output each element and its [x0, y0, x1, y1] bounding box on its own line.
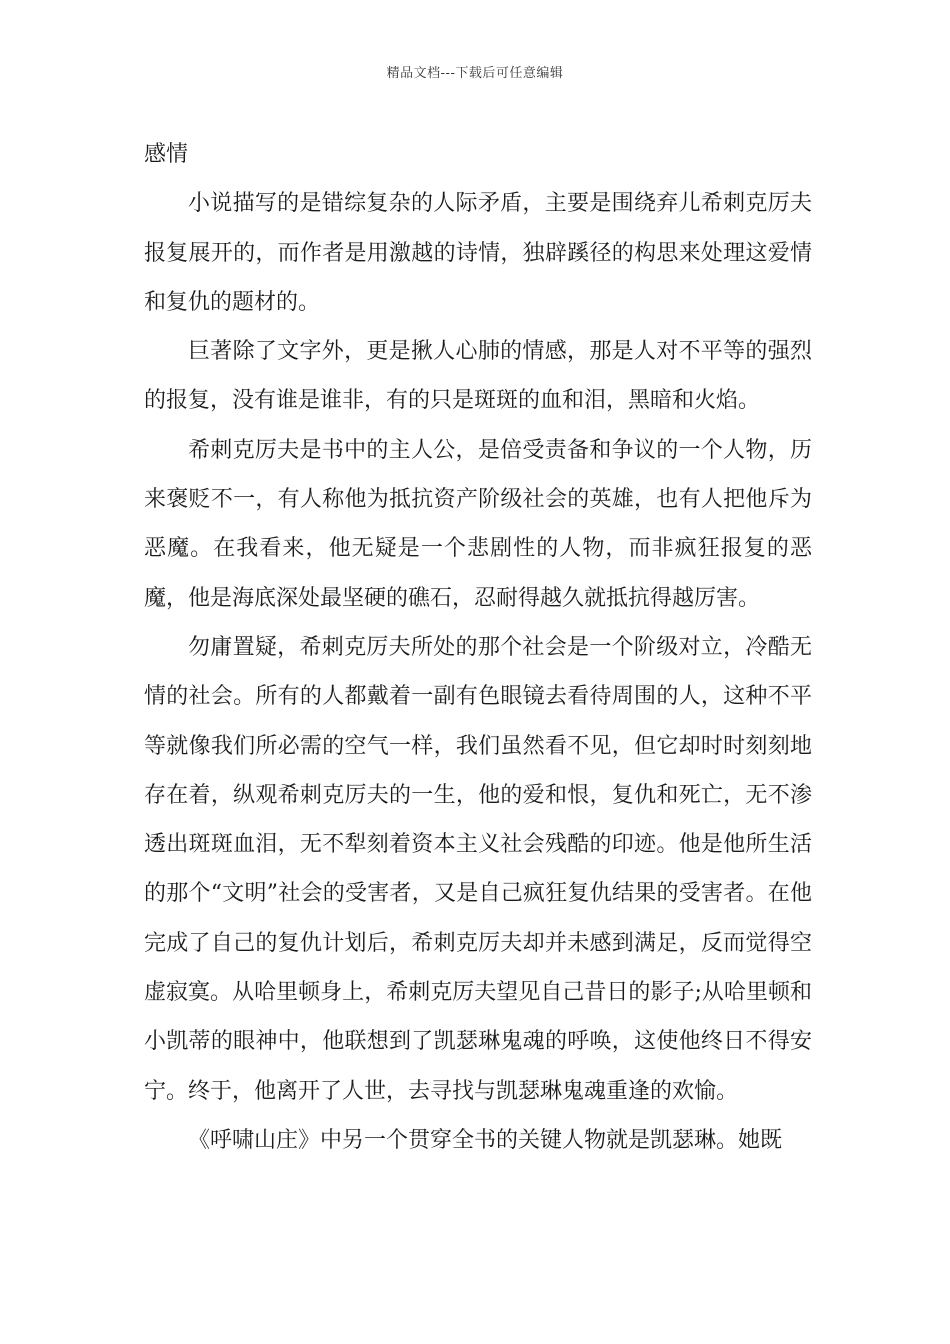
paragraph: 勿庸置疑，希刺克厉夫所处的那个社会是一个阶级对立，冷酷无情的社会。所有的人都戴着一副有色眼镜去看待周围的人，这种不平等就像我们所必需的空气一样，我们虽然看不见，但它却时时刻刻地存在着，纵观希刺克厉夫的一生，他的爱和恨，复仇和死亡，无不渗透出斑斑血泪，无不犁刻着资本主义社会残酷的印迹。他是他所生活的那个“文明”社会的受害者，又是自己疯狂复仇结果的受害者。在他完成了自己的复仇计划后，希刺克厉夫却并未感到满足，反而觉得空虚寂寞。从哈里顿身上，希刺克厉夫望见自己昔日的影子;从哈里顿和小凯蒂的眼神中，他联想到了凯瑟琳鬼魂的呼唤，这使他终日不得安宁。终于，他离开了人世，去寻找与凯瑟琳鬼魂重逢的欢愉。: [144, 634, 812, 1104]
paragraph: 希刺克厉夫是书中的主人公，是倍受责备和争议的一个人物，历来褒贬不一，有人称他为抵抗资产阶级社会的英雄，也有人把他斥为恶魔。在我看来，他无疑是一个悲剧性的人物，而非疯狂报复的恶魔，他是海底深处最坚硬的礁石，忍耐得越久就抵抗得越厉害。: [144, 437, 812, 611]
paragraph: 巨著除了文字外，更是揪人心肺的情感，那是人对不平等的强烈的报复，没有谁是谁非，有的只是斑斑的血和泪，黑暗和火焰。: [144, 339, 812, 414]
page-header: 精品文档---下载后可任意编辑: [386, 66, 564, 81]
paragraph: 小说描写的是错综复杂的人际矛盾，主要是围绕弃儿希刺克厉夫报复展开的，而作者是用激越的诗情，独辟蹊径的构思来处理这爱情和复仇的题材的。: [144, 191, 812, 315]
paragraph: 《呼啸山庄》中另一个贯穿全书的关键人物就是凯瑟琳。她既: [188, 1127, 783, 1153]
paragraph-continuation: 感情: [144, 142, 189, 167]
document-body: [144, 130, 812, 1165]
